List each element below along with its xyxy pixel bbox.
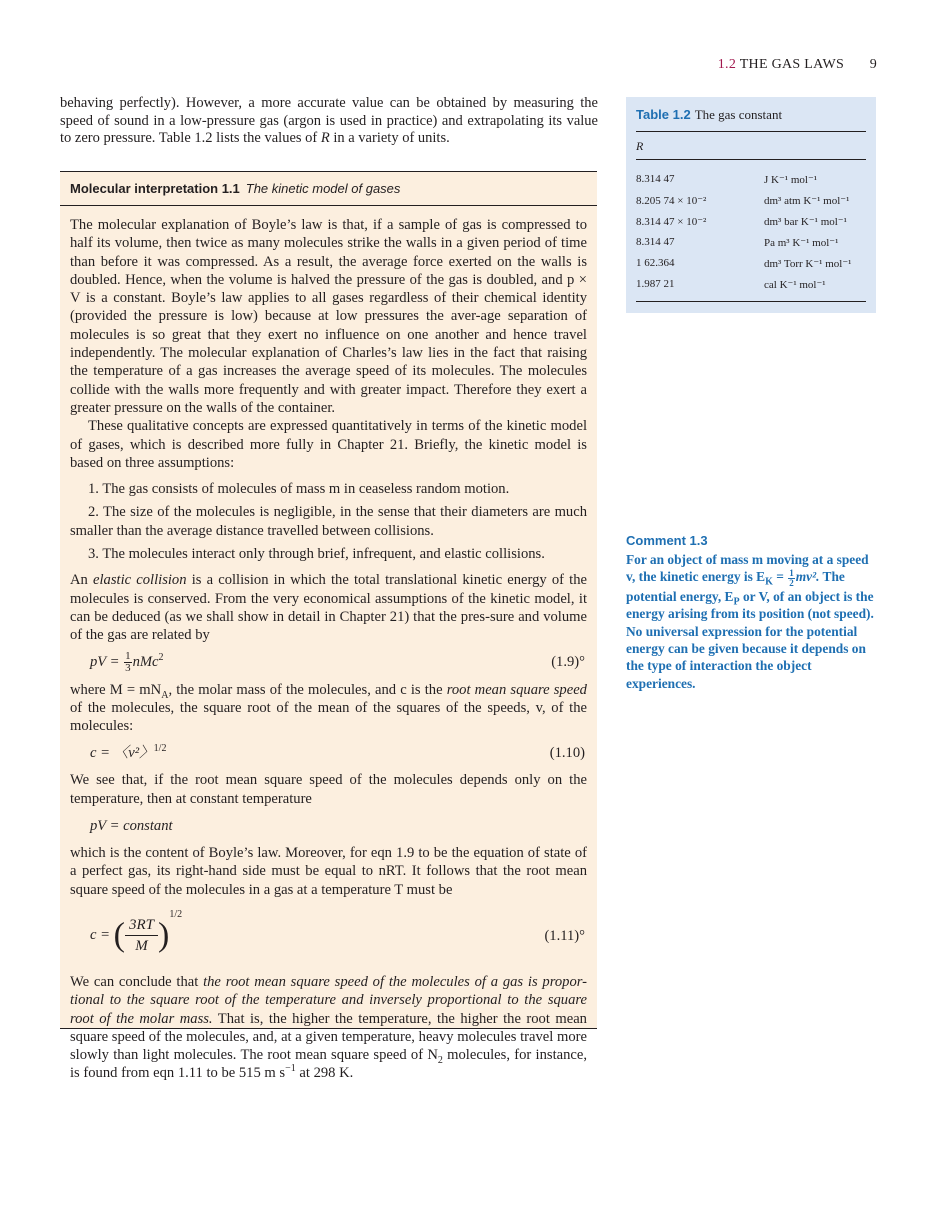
equation-number: (1.11)° xyxy=(544,927,585,944)
comment-1-3 xyxy=(626,533,876,692)
table-caption: Table 1.2 The gas constant xyxy=(636,107,783,122)
section-number: 1.2 xyxy=(717,57,737,72)
equation-number: (1.10) xyxy=(549,745,585,762)
table-row: 1.987 21 cal K⁻¹ mol⁻¹ xyxy=(636,278,826,291)
box-label: Molecular interpretation 1.1 xyxy=(70,181,240,196)
paragraph-kinetic-model: These qualitative concepts are expressed quantitatively in terms of the kinetic model of gases, which is described more fully in Chapter 21. Briefly, the kinetic model is based on three assumptions: xyxy=(70,418,587,471)
table-row: 8.314 47 × 10⁻² dm³ bar K⁻¹ mol⁻¹ xyxy=(636,216,847,228)
comment-text: For an object of mass m moving at a speed v, the kinetic energy is $E_K$ = $\frac{1}{2}$ mv². The potential energy, $E_P$ or V, of an object is the energy arising from its position (not speed). No universal expression for the potential energy can be given because it depends on the type of interaction the object experiences. xyxy=(626,552,874,691)
page-number: 9 xyxy=(869,57,877,72)
list-item: 1. The gas consists of molecules of mass m in ceaseless random motion. xyxy=(88,481,510,498)
table-row: 1 62.364 dm³ Torr K⁻¹ mol⁻¹ xyxy=(636,257,852,270)
paragraph-boyle: The molecular explanation of Boyle’s law is that, if a sample of gas is compressed to half its volume, then twice as many molecules strike the walls in a given period of time than before it was compressed. As a result, the average force exerted on the walls is doubled. Hence, when the volume is halved the pressure of the gas is doubled, and p × V is a constant. Boyle’s law applies to all gases regardless of their chemical identity (provided the pressure is low) because at low pressures the aver-age separation of molecules is so great that they exert no influence on one another and hence travel independently. The molecular explanation of Charles’s law lies in the fact that raising the temperature of a gas increases the average speed of its molecules. The molecules collide with the walls more frequently and with greater impact. Therefore they exert a greater pressure on the walls of the container. xyxy=(70,217,587,416)
comment-label: Comment 1.3 xyxy=(626,533,708,548)
paragraph-molar-mass: where $M = mN_A$, the molar mass of the molecules, and c is the root mean square speed of the molecules, the square root of the mean of the squares of the speeds, v, of the molecules: xyxy=(70,681,587,735)
table-row: 8.205 74 × 10⁻² dm³ atm K⁻¹ mol⁻¹ xyxy=(636,195,850,207)
intro-paragraph: behaving perfectly). However, a more accurate value can be obtained by measuring the speed of sound in a low-pressure gas (argon is used in practice) and extrapolating its value to zero pressure. Table 1.2 lists the values of R in a variety of units. xyxy=(60,95,598,146)
equation-1-11: c = ( $\frac{3RT}{M}$ )$^{1/2}$ (1.11)° xyxy=(90,909,585,955)
paragraph-constant-temp: We see that, if the root mean square speed of the molecules depends only on the temperature, then at constant temperature xyxy=(70,772,587,807)
box-title: The kinetic model of gases xyxy=(245,181,401,196)
table-column-header: R xyxy=(636,139,644,153)
list-item: 3. The molecules interact only through brief, infrequent, and elastic collisions. xyxy=(88,546,545,563)
gas-constant-table xyxy=(626,97,876,313)
equation-number: (1.9)° xyxy=(551,654,585,671)
assumptions-list xyxy=(70,480,587,563)
table-row: 8.314 47 Pa m³ K⁻¹ mol⁻¹ xyxy=(636,236,839,249)
equation-1-9: pV = $\frac{1}{3}$ nMc$^2$ (1.9)° xyxy=(90,650,585,675)
box-title-bar xyxy=(60,171,597,206)
paragraph-conclusion: We can conclude that the root mean square speed of the molecules of a gas is propor-tional to the square root of the temperature and inversely proportional to the square root of the molar mass. That is, the higher the temperature, the higher the root mean square speed of the molecules, and, at a given temperature, heavy molecules travel more slowly than light molecules. The root mean square speed of $N_2$ molecules, for instance, is found from eqn 1.11 to be 515 m $s^{-1}$ at 298 K. xyxy=(70,973,587,1082)
list-item: 2. The size of the molecules is negligible, in the sense that their diameters are much smaller than the average distance travelled between collisions. xyxy=(70,504,587,539)
section-title: THE GAS LAWS xyxy=(739,57,845,72)
molecular-interpretation-box xyxy=(60,171,597,1082)
running-header xyxy=(718,57,877,73)
equation-1-10: c = 〈v²〉$^{1/2}$ (1.10) xyxy=(90,743,585,762)
equation-pv-constant: pV = constant xyxy=(90,817,173,834)
table-row: 8.314 47 J K⁻¹ mol⁻¹ xyxy=(636,173,818,186)
paragraph-elastic-collision: An elastic collision is a collision in which the total translational kinetic energy of the molecules is conserved. From the very economical assumptions of the kinetic model, it can be deduced (as we shall show in detail in Chapter 21) that the pres-sure and volume of the gas are related by xyxy=(70,572,587,644)
paragraph-state-equation: which is the content of Boyle’s law. Moreover, for eqn 1.9 to be the equation of state of a perfect gas, its right-hand side must be equal to nRT. It follows that the root mean square speed of the molecules in a gas at a temperature T must be xyxy=(70,845,587,898)
